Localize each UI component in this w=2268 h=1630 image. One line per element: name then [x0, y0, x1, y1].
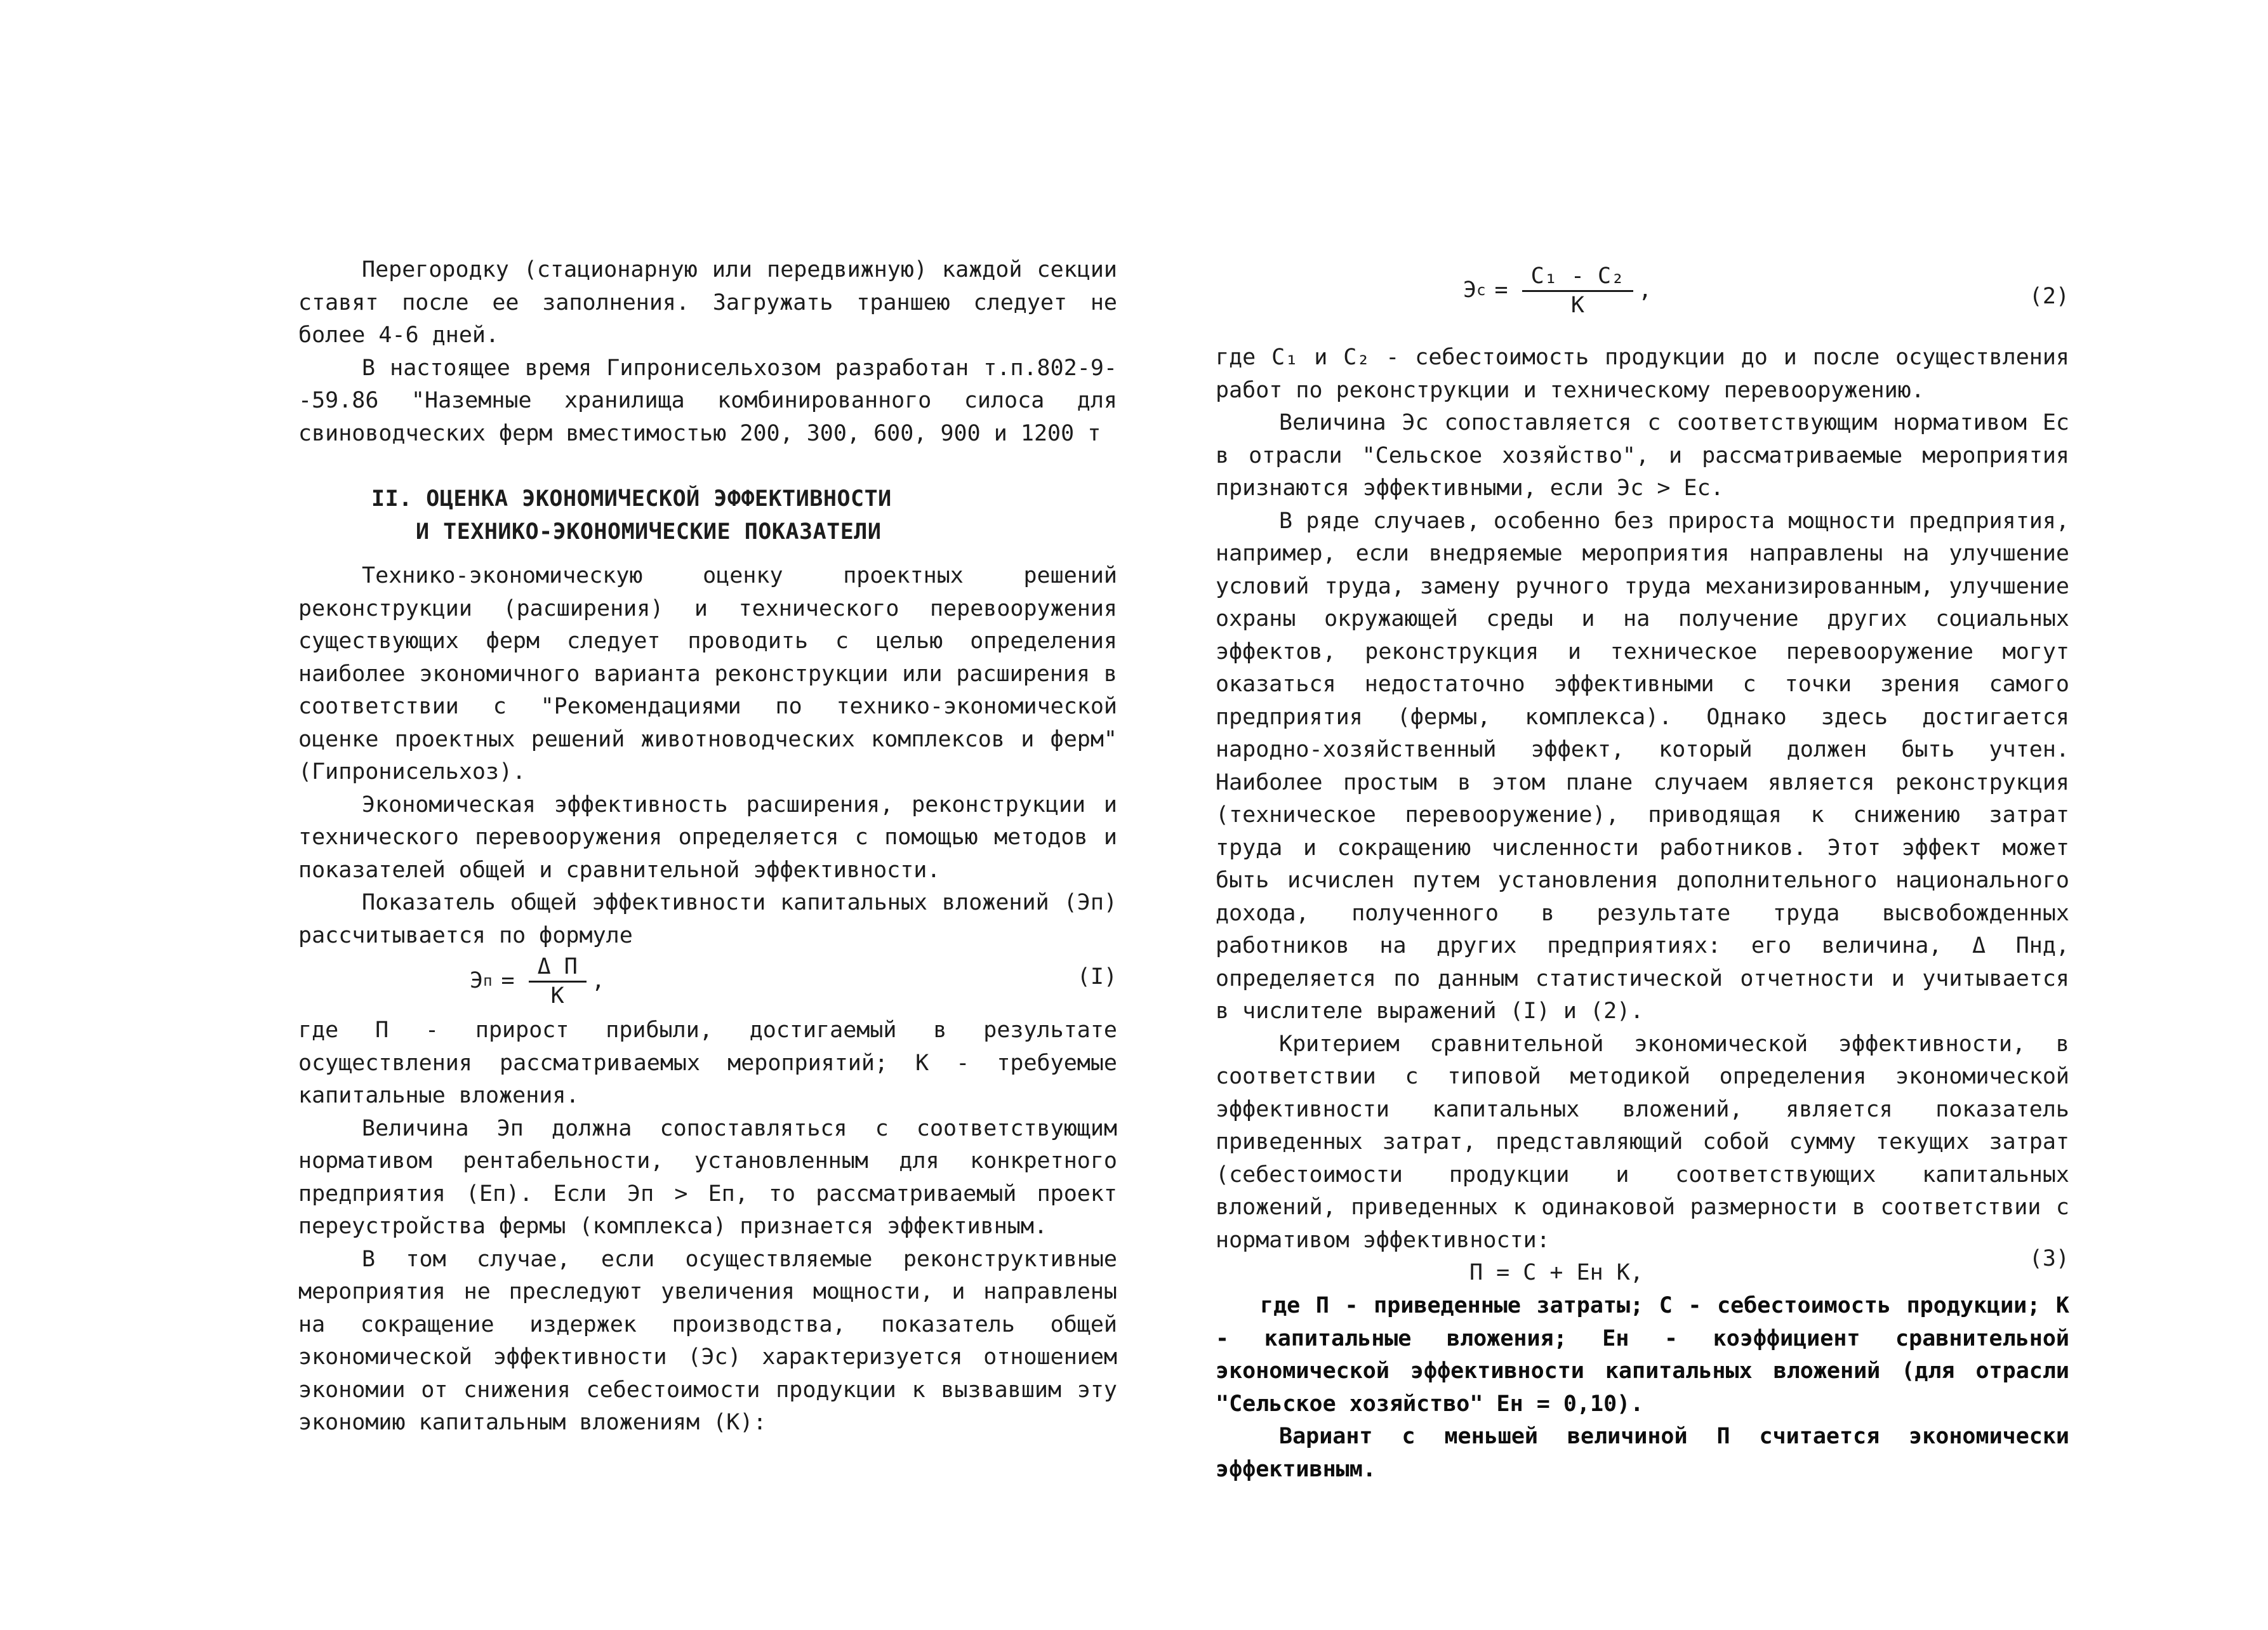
paragraph-general-efficiency-indicator: Показатель общей эффективности капитальных вложений (Эп) рассчитывается по формуле [298, 890, 1117, 948]
paragraph-ec-comparison: Величина Эс сопоставляется с соответствующим нормативом Ес в отрасли "Сельское хозяйство", и рассматриваемые мероприятия признаются эффективными, если Эс > Ес. [1216, 410, 2069, 501]
formula-2-fraction [1522, 264, 1634, 317]
formula-2 [1216, 263, 2069, 339]
formula-1-numerator: Δ П [529, 955, 587, 983]
left-column [298, 254, 1117, 1443]
paragraph-cost-reduction-text: В том случае, если осуществляемые реконструктивные мероприятия не преследуют увеличения мощности, и направлены на сокращение издержек производства, показатель общей экономической эффективности (Эс) характеризуется отношением экономии от снижения себестоимости продукции к вызвавшим эту экономию капитальным вложениям (К): [298, 1246, 1117, 1435]
formula-3 [1216, 1246, 2069, 1290]
right-column [1216, 263, 2069, 1486]
formula-2-denominator: К [1570, 292, 1584, 318]
formula-1-number: (I) [1077, 964, 1117, 990]
formula-1-fraction [529, 955, 587, 1008]
formula-3-number: (3) [2029, 1246, 2069, 1271]
formula-2-tail: , [1638, 277, 1652, 303]
paragraph-national-economic-effect: В ряде случаев, особенно без прироста мощности предприятия, например, если внедряемые мероприятия направлены на улучшение условий труда, замену ручного труда механизированным, улучшение охраны окружающей среды и на получение других социальных эффектов, реконструкция и техническое перевооружение могут оказаться недостаточно эффективными с точки зрения самого предприятия (фермы, комплекса). Однако здесь достигается народно-хозяйственный эффект, который должен быть учтен. Наиболее простым в этом плане случаем является реконструкция (техническое перевооружение), приводящая к снижению затрат труда и сокращению численности работников. Этот эффект может быть исчислен путем установления дополнительного национального дохода, полученного в результате труда высвобожденных работников на других предприятиях: его величина, Δ Пнд, определяется по данным статистической отчетности и учитывается в числителе выражений (I) и (2). [1216, 508, 2069, 1024]
paragraph-conclusion: Вариант с меньшей величиной П считается экономически эффективным. [1216, 1424, 2069, 1482]
formula-2-equals: = [1494, 277, 1508, 303]
formula-2-lhs: Э [1463, 277, 1477, 303]
paragraph-formula-2-legend: где С₁ и С₂ - себестоимость продукции до и после осуществления работ по реконструкции и техническому перевооружению. [1216, 345, 2069, 403]
formula-1-equals: = [501, 968, 515, 994]
formula-2-number: (2) [2029, 284, 2069, 309]
paragraph-giproniselkhoz-project: В настоящее время Гипронисельхозом разработан т.п.802-9--59.86 "Наземные хранилища комбинированного силоса для свиноводческих ферм вместимостью 200, 300, 600, 900 и 1200 т [298, 355, 1117, 446]
formula-1-lhs-sub: п [483, 972, 493, 990]
paragraph-technical-economic-assessment: Технико-экономическую оценку проектных решений реконструкции (расширения) и технического перевооружения существующих ферм следует проводить с целью определения наиболее экономичного варианта реконструкции или расширения в соответствии с "Рекомендациями по технико-экономической оценке проектных решений животноводческих комплексов и ферм" (Гипронисельхоз). [298, 563, 1117, 785]
formula-3-expression: П = С + Ен К, [1469, 1260, 1643, 1285]
paragraph-partition: Перегородку (стационарную или передвижную) каждой секции ставят после ее заполнения. Загружать траншею следует не более 4-6 дней. [298, 257, 1117, 348]
section-heading-line2: И ТЕХНИКО-ЭКОНОМИЧЕСКИЕ ПОКАЗАТЕЛИ [416, 519, 882, 545]
paragraph-ep-comparison: Величина Эп должна сопоставляться с соответствующим нормативом рентабельности, установленным для конкретного предприятия (Еп). Если Эп > Еп, то рассматриваемый проект переустройства фермы (комплекса) признается эффективным. [298, 1115, 1117, 1239]
section-heading-line1: II. ОЦЕНКА ЭКОНОМИЧЕСКОЙ ЭФФЕКТИВНОСТИ [371, 486, 892, 512]
formula-1 [298, 955, 1117, 1012]
paragraph-comparative-efficiency-criterion: Критерием сравнительной экономической эффективности, в соответствии с типовой методикой определения экономической эффективности капитальных вложений, является показатель приведенных затрат, представляющий собой сумму текущих затрат (себестоимости продукции и соответствующих капитальных вложений, приведенных к одинаковой размерности в соответствии с нормативом эффективности: [1216, 1031, 2069, 1253]
paragraph-formula-3-legend: где П - приведенные затраты; С - себестоимость продукции; К - капитальные вложения; Ен - коэффициент сравнительной экономической эффективности капитальных вложений (для отрасли "Сельское хозяйство" Ен = 0,10). [1216, 1293, 2069, 1417]
paragraph-economic-efficiency: Экономическая эффективность расширения, реконструкции и технического перевооружения определяется с помощью методов и показателей общей и сравнительной эффективности. [298, 792, 1117, 883]
paragraph-cost-reduction [298, 1243, 1117, 1440]
paragraph-formula-1-legend: где П - прирост прибыли, достигаемый в результате осуществления рассматриваемых мероприятий; К - требуемые капитальные вложения. [298, 1017, 1117, 1108]
formula-1-lhs: Э [470, 968, 484, 994]
formula-1-denominator: К [550, 983, 564, 1009]
formula-2-lhs-sub: с [1476, 281, 1486, 300]
section-heading [298, 483, 1117, 548]
formula-2-numerator: С₁ - С₂ [1522, 264, 1634, 292]
formula-1-tail: , [591, 968, 605, 994]
